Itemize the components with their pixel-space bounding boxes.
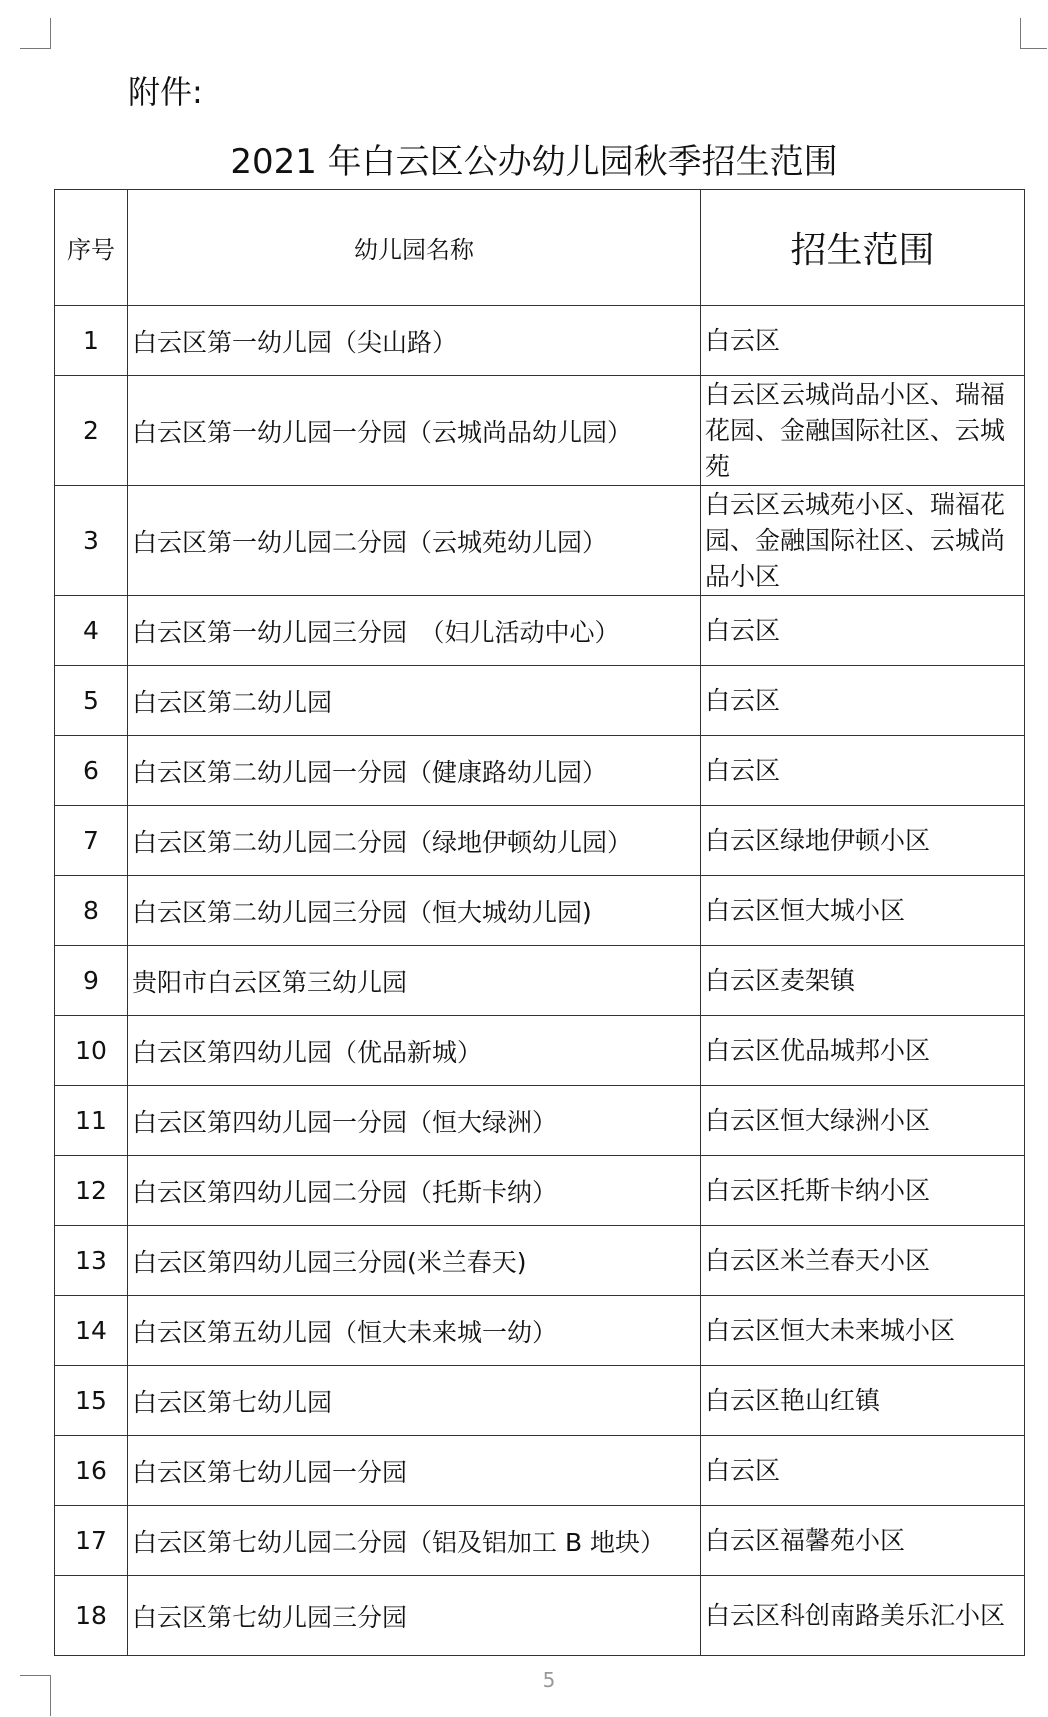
row-seq: 6 (55, 736, 128, 806)
table-row (55, 596, 1025, 666)
row-name: 白云区第四幼儿园（优品新城） (128, 1016, 701, 1086)
row-name: 白云区第二幼儿园一分园（健康路幼儿园） (128, 736, 701, 806)
row-range: 白云区 (701, 1436, 1025, 1506)
row-name: 白云区第一幼儿园三分园 （妇儿活动中心） (128, 596, 701, 666)
table-row (55, 1226, 1025, 1296)
table-row (55, 1296, 1025, 1366)
row-name: 白云区第七幼儿园二分园（铝及铝加工 B 地块） (128, 1506, 701, 1576)
row-seq: 12 (55, 1156, 128, 1226)
crop-mark-top-left (20, 18, 51, 49)
table-row (55, 1436, 1025, 1506)
row-seq: 11 (55, 1086, 128, 1156)
row-name: 白云区第五幼儿园（恒大未来城一幼） (128, 1296, 701, 1366)
page-number: 5 (542, 1668, 556, 1692)
row-range: 白云区恒大未来城小区 (701, 1296, 1025, 1366)
table-row (55, 1156, 1025, 1226)
row-name: 贵阳市白云区第三幼儿园 (128, 946, 701, 1016)
row-seq: 17 (55, 1506, 128, 1576)
row-range: 白云区云城尚品小区、瑞福花园、金融国际社区、云城苑 (701, 376, 1025, 486)
table-row (55, 1086, 1025, 1156)
table-row (55, 876, 1025, 946)
table-row (55, 1576, 1025, 1656)
row-seq: 16 (55, 1436, 128, 1506)
row-name: 白云区第七幼儿园 (128, 1366, 701, 1436)
row-seq: 8 (55, 876, 128, 946)
row-range: 白云区米兰春天小区 (701, 1226, 1025, 1296)
row-name: 白云区第四幼儿园二分园（托斯卡纳） (128, 1156, 701, 1226)
row-name: 白云区第一幼儿园一分园（云城尚品幼儿园） (128, 376, 701, 486)
row-name: 白云区第七幼儿园三分园 (128, 1576, 701, 1656)
row-range: 白云区优品城邦小区 (701, 1016, 1025, 1086)
table-row (55, 806, 1025, 876)
row-name: 白云区第四幼儿园一分园（恒大绿洲） (128, 1086, 701, 1156)
row-seq: 10 (55, 1016, 128, 1086)
row-seq: 9 (55, 946, 128, 1016)
row-seq: 4 (55, 596, 128, 666)
crop-mark-top-right (1020, 18, 1047, 49)
row-seq: 14 (55, 1296, 128, 1366)
row-name: 白云区第七幼儿园一分园 (128, 1436, 701, 1506)
enrollment-table (54, 189, 1025, 1656)
row-range: 白云区 (701, 306, 1025, 376)
row-range: 白云区恒大城小区 (701, 876, 1025, 946)
row-range: 白云区麦架镇 (701, 946, 1025, 1016)
row-seq: 2 (55, 376, 128, 486)
row-name: 白云区第四幼儿园三分园(米兰春天) (128, 1226, 701, 1296)
row-name: 白云区第二幼儿园三分园（恒大城幼儿园) (128, 876, 701, 946)
table-row (55, 486, 1025, 596)
table-row (55, 736, 1025, 806)
row-range: 白云区艳山红镇 (701, 1366, 1025, 1436)
row-seq: 1 (55, 306, 128, 376)
row-range: 白云区云城苑小区、瑞福花园、金融国际社区、云城尚品小区 (701, 486, 1025, 596)
row-name: 白云区第二幼儿园 (128, 666, 701, 736)
table-row (55, 306, 1025, 376)
row-range: 白云区 (701, 736, 1025, 806)
table-row (55, 946, 1025, 1016)
row-name: 白云区第一幼儿园二分园（云城苑幼儿园） (128, 486, 701, 596)
table-row (55, 1366, 1025, 1436)
row-range: 白云区科创南路美乐汇小区 (701, 1576, 1025, 1656)
attachment-label: 附件: (128, 73, 203, 111)
row-seq: 7 (55, 806, 128, 876)
document-title: 2021 年白云区公办幼儿园秋季招生范围 (230, 142, 838, 182)
row-seq: 15 (55, 1366, 128, 1436)
row-range: 白云区恒大绿洲小区 (701, 1086, 1025, 1156)
table-header-row (55, 190, 1025, 306)
row-range: 白云区托斯卡纳小区 (701, 1156, 1025, 1226)
column-header-range: 招生范围 (701, 190, 1025, 306)
row-name: 白云区第一幼儿园（尖山路） (128, 306, 701, 376)
row-seq: 18 (55, 1576, 128, 1656)
row-seq: 5 (55, 666, 128, 736)
row-seq: 13 (55, 1226, 128, 1296)
table-row (55, 376, 1025, 486)
row-range: 白云区 (701, 596, 1025, 666)
column-header-name: 幼儿园名称 (128, 190, 701, 306)
table-row (55, 1016, 1025, 1086)
row-range: 白云区绿地伊顿小区 (701, 806, 1025, 876)
row-range: 白云区福馨苑小区 (701, 1506, 1025, 1576)
column-header-seq: 序号 (55, 190, 128, 306)
row-range: 白云区 (701, 666, 1025, 736)
table-row (55, 666, 1025, 736)
row-seq: 3 (55, 486, 128, 596)
row-name: 白云区第二幼儿园二分园（绿地伊顿幼儿园） (128, 806, 701, 876)
table-row (55, 1506, 1025, 1576)
